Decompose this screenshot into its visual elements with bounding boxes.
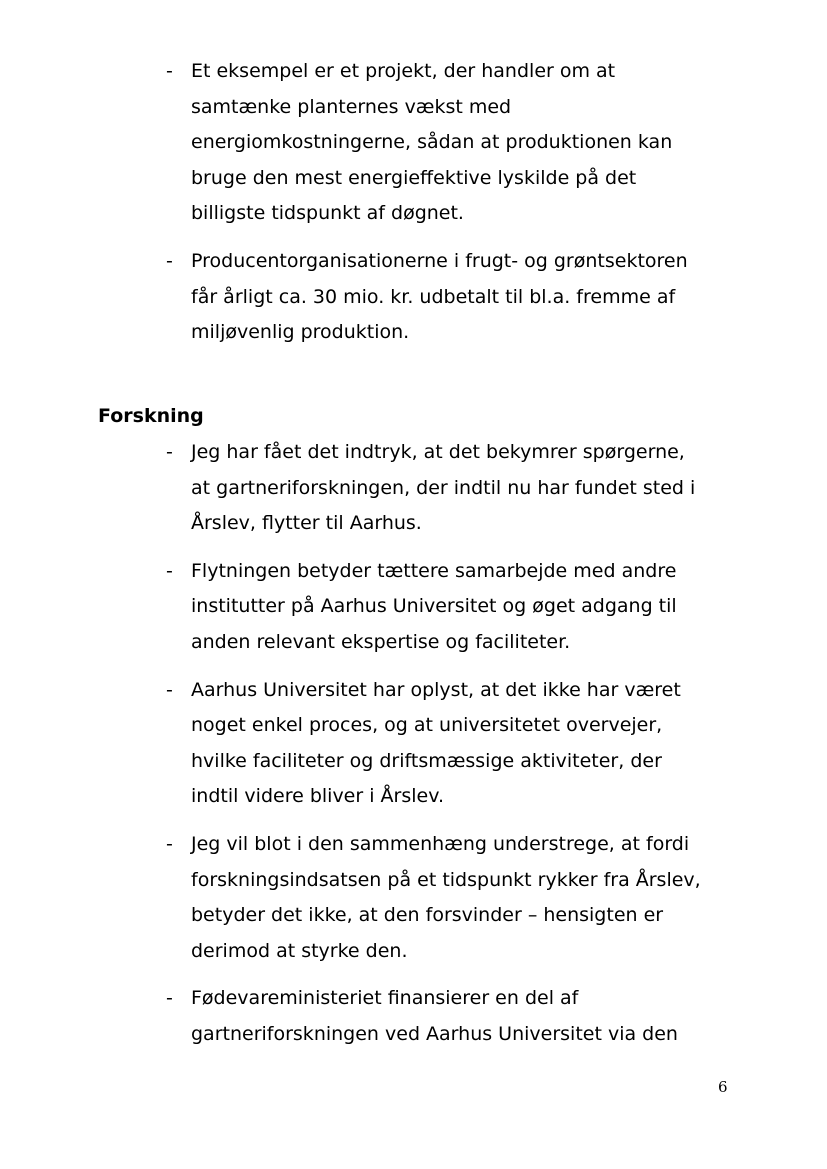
text-line: Fødevareministeriet finansierer en del af bbox=[191, 987, 579, 1010]
dash-bullet: - bbox=[166, 60, 173, 82]
list-item-text bbox=[191, 554, 731, 661]
text-line: bruge den mest energieffektive lyskilde på det bbox=[191, 166, 637, 189]
text-line: Jeg har fået det indtryk, at det bekymrer spørgerne, bbox=[191, 441, 685, 463]
bullet-list-research bbox=[0, 435, 827, 1053]
dash-bullet: - bbox=[166, 987, 173, 1010]
list-item bbox=[0, 54, 827, 232]
text-line: gartneriforskningen ved Aarhus Universitet via den bbox=[191, 1022, 678, 1045]
text-line: hvilke faciliteter og driftsmæssige aktiviteter, der bbox=[191, 749, 662, 772]
bullet-list-intro bbox=[0, 54, 827, 351]
text-line: Producentorganisationerne i frugt- og grøntsektoren bbox=[191, 249, 688, 272]
list-item-text bbox=[191, 673, 731, 815]
text-line: noget enkel proces, og at universitetet overvejer, bbox=[191, 714, 663, 737]
dash-bullet: - bbox=[166, 249, 173, 272]
list-item bbox=[0, 244, 827, 351]
text-line: får årligt ca. 30 mio. kr. udbetalt til bl.a. fremme af bbox=[191, 285, 676, 308]
text-line: forskningsindsatsen på et tidspunkt rykker fra Årslev, bbox=[191, 868, 701, 891]
text-line: anden relevant ekspertise og faciliteter. bbox=[191, 630, 571, 653]
dash-bullet: - bbox=[166, 832, 173, 855]
list-item bbox=[0, 673, 827, 815]
text-line: Aarhus Universitet har oplyst, at det ikke har været bbox=[191, 678, 681, 701]
list-item-text bbox=[191, 981, 731, 1052]
list-item bbox=[0, 435, 827, 542]
text-line: institutter på Aarhus Universitet og øget adgang til bbox=[191, 595, 677, 618]
list-item-text bbox=[191, 54, 731, 232]
text-line: Flytningen betyder tættere samarbejde med andre bbox=[191, 559, 677, 582]
text-line: Årslev, flytter til Aarhus. bbox=[191, 512, 422, 535]
list-item bbox=[0, 981, 827, 1052]
list-item-text bbox=[191, 244, 731, 351]
page-number: 6 bbox=[718, 1078, 728, 1096]
text-line: miljøvenlig produktion. bbox=[191, 321, 410, 344]
section-heading: Forskning bbox=[98, 405, 204, 427]
text-line: at gartneriforskningen, der indtil nu har fundet sted i bbox=[191, 476, 696, 499]
list-item bbox=[0, 827, 827, 969]
list-item-text bbox=[191, 435, 731, 542]
list-item bbox=[0, 554, 827, 661]
text-line: Jeg vil blot i den sammenhæng understrege, at fordi bbox=[191, 832, 690, 855]
text-line: energiomkostningerne, sådan at produktionen kan bbox=[191, 131, 673, 154]
text-line: betyder det ikke, at den forsvinder – hensigten er bbox=[191, 904, 664, 927]
text-line: derimod at styrke den. bbox=[191, 939, 408, 962]
dash-bullet: - bbox=[166, 678, 173, 701]
text-line: indtil videre bliver i Årslev. bbox=[191, 785, 445, 808]
text-line: samtænke planternes vækst med bbox=[191, 95, 512, 118]
dash-bullet: - bbox=[166, 559, 173, 582]
list-item-text bbox=[191, 827, 731, 969]
text-line: billigste tidspunkt af døgnet. bbox=[191, 202, 464, 225]
dash-bullet: - bbox=[166, 441, 173, 463]
text-line: Et eksempel er et projekt, der handler om at bbox=[191, 60, 616, 82]
